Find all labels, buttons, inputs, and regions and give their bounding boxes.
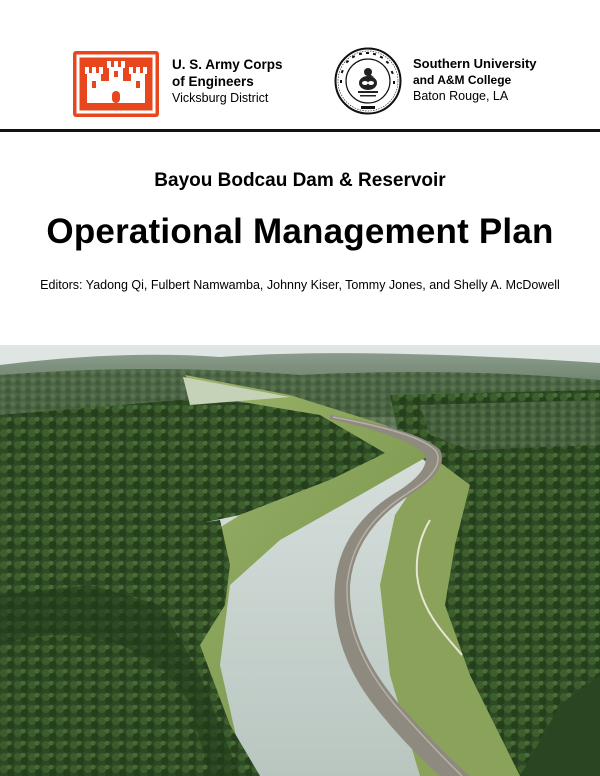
aerial-dam-embankment-photo — [0, 345, 600, 776]
usace-line2: of Engineers — [172, 74, 254, 89]
header-divider — [0, 129, 600, 132]
document-title: Operational Management Plan — [46, 212, 554, 251]
castle-icon — [73, 51, 159, 117]
document-subtitle: Bayou Bodcau Dam & Reservoir — [154, 170, 446, 191]
su-line1: Southern University — [413, 56, 537, 71]
su-org-name — [413, 56, 537, 104]
su-line3: Baton Rouge, LA — [413, 89, 509, 103]
su-line2: and A&M College — [413, 73, 512, 87]
usace-line3: Vicksburg District — [172, 91, 269, 105]
document-editors: Editors: Yadong Qi, Fulbert Namwamba, Johnny Kiser, Tommy Jones, and Shelly A. McDowell — [40, 278, 560, 292]
university-seal-icon — [334, 47, 402, 115]
usace-org-name — [172, 56, 283, 107]
usace-line1: U. S. Army Corps — [172, 57, 283, 72]
header — [0, 0, 600, 132]
